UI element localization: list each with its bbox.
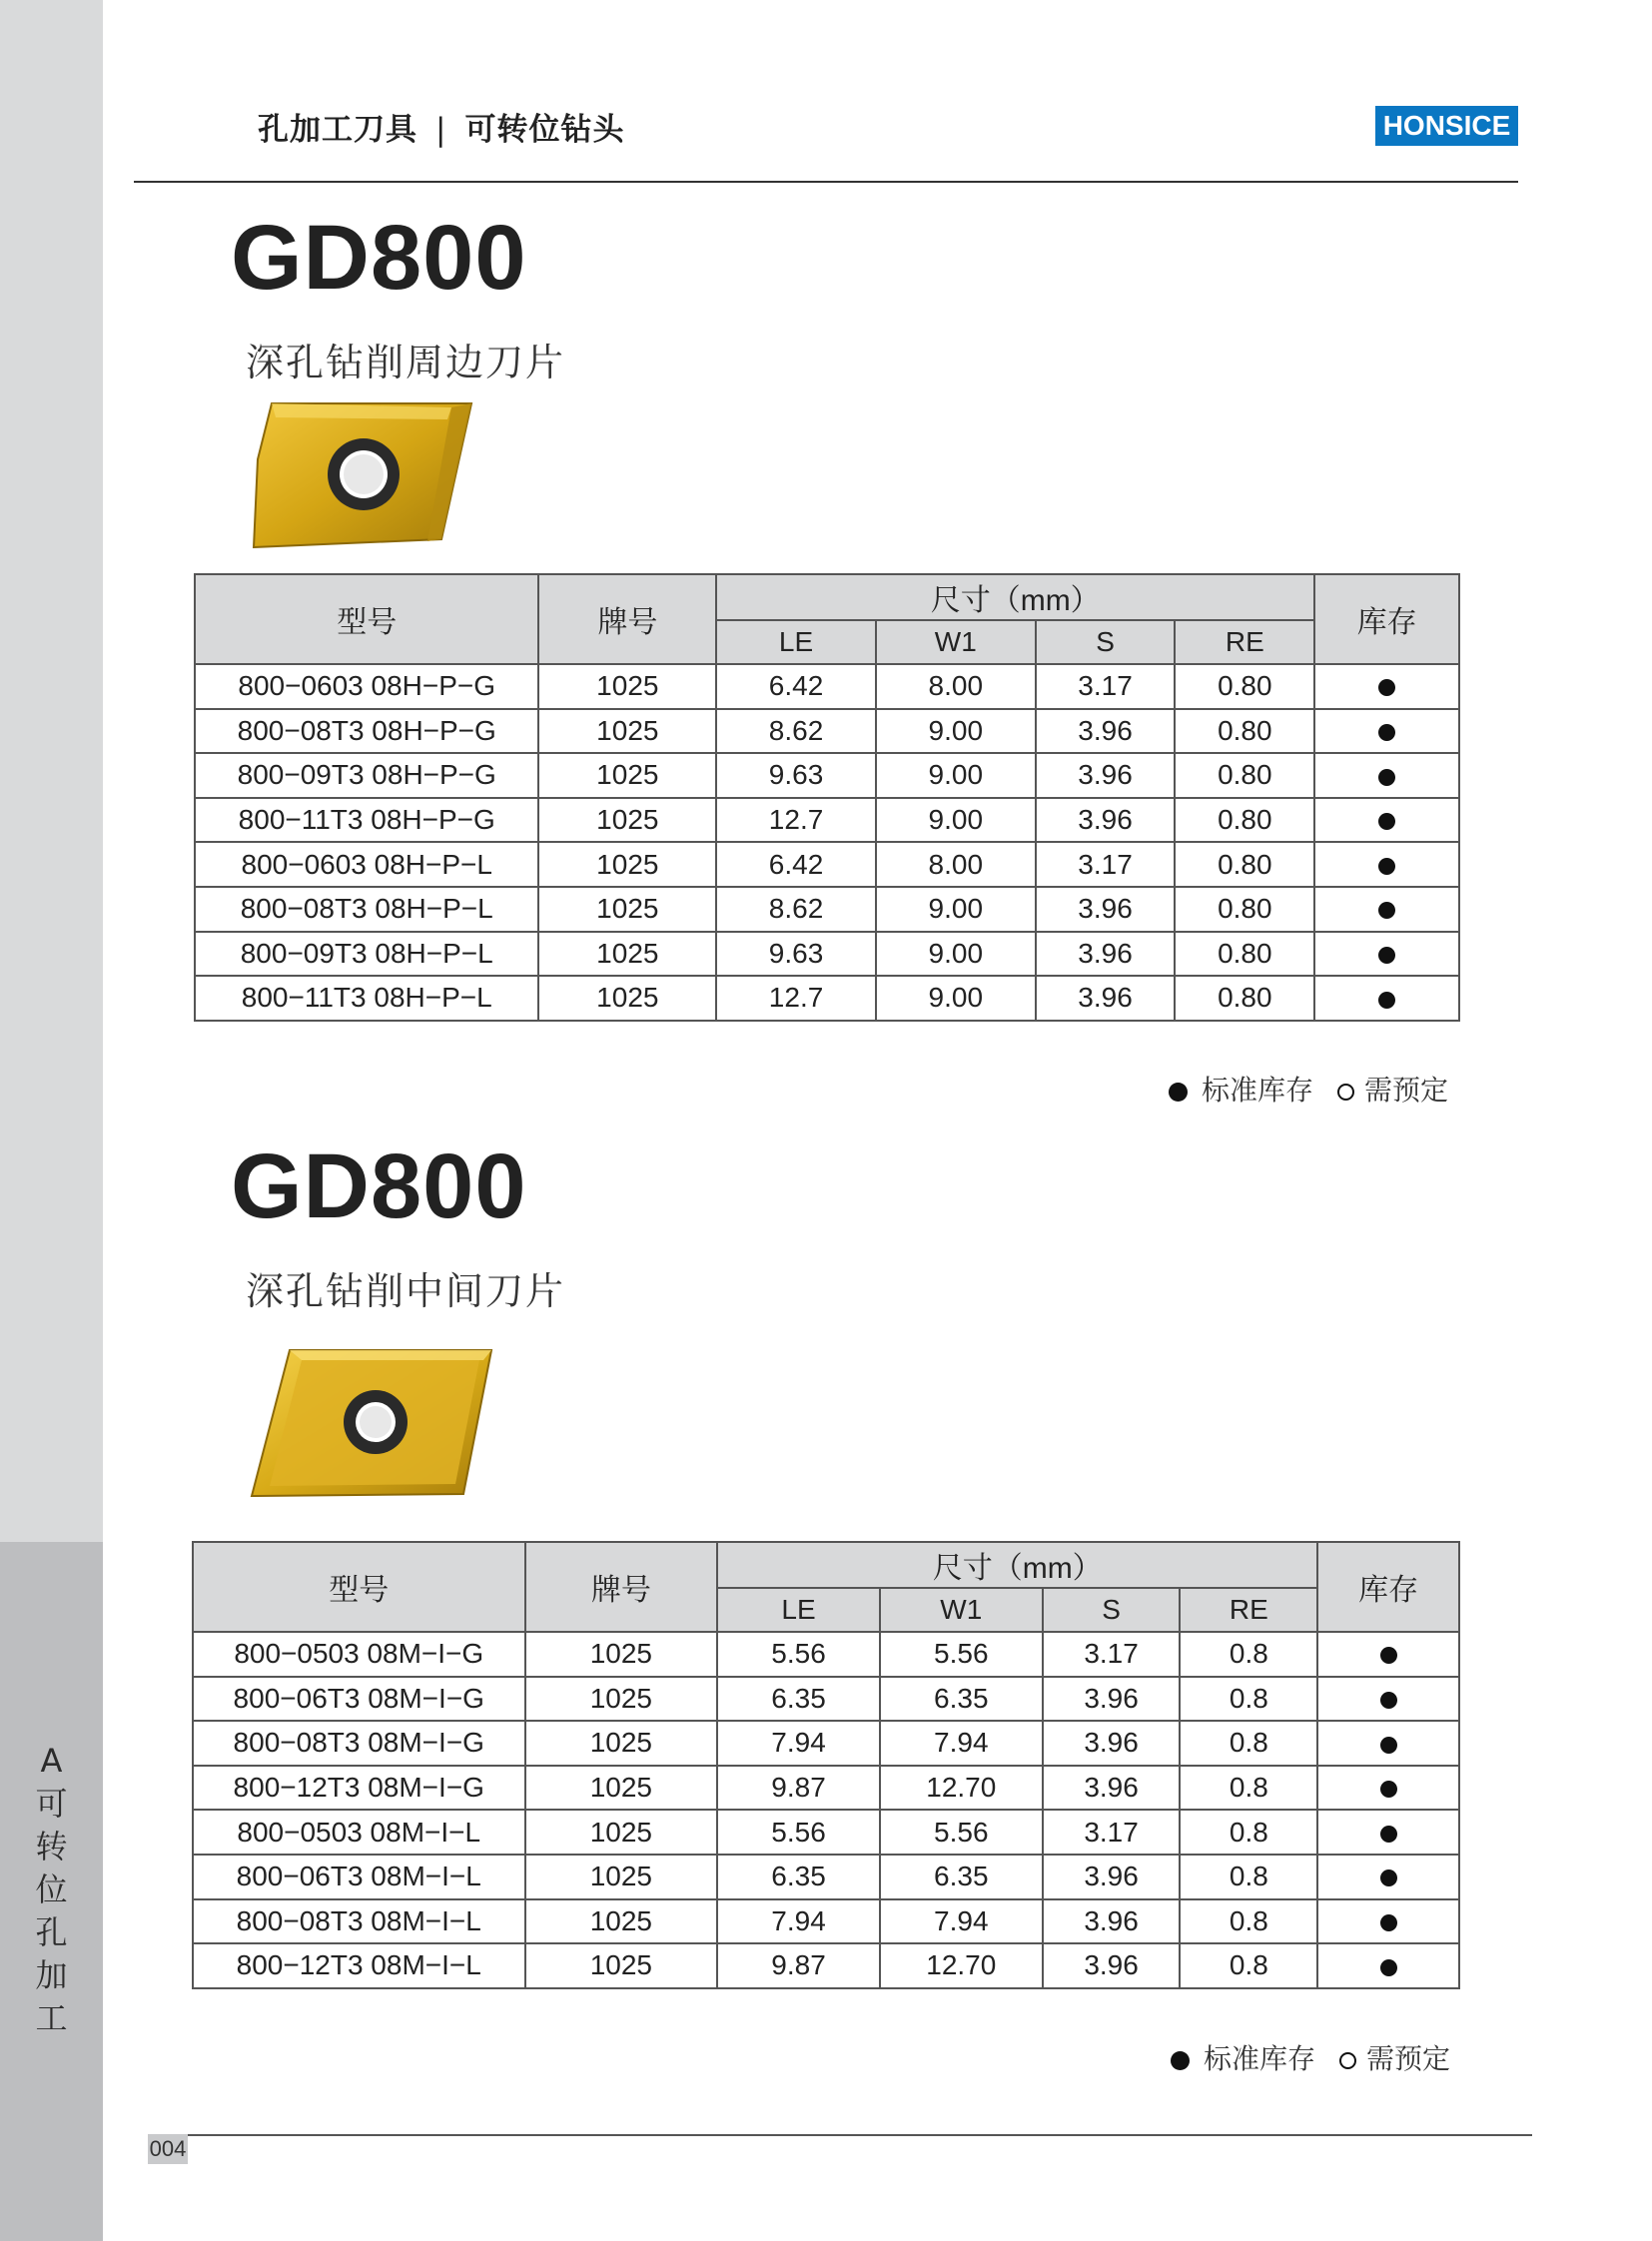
standard-stock-dot-icon xyxy=(1378,902,1395,919)
cell-le: 6.35 xyxy=(717,1677,880,1722)
cell-w1: 8.00 xyxy=(876,664,1036,709)
footer-divider xyxy=(148,2134,1532,2136)
table-row xyxy=(195,709,1459,754)
side-char: 工 xyxy=(35,1999,68,2037)
cell-s: 3.96 xyxy=(1043,1677,1181,1722)
cell-s: 3.96 xyxy=(1043,1855,1181,1899)
on-order-ring-icon xyxy=(1339,2052,1356,2069)
standard-stock-dot-icon xyxy=(1380,1781,1397,1798)
cell-s: 3.96 xyxy=(1043,1943,1181,1988)
section-2-subtitle: 深孔钻削中间刀片 xyxy=(246,1269,566,1313)
table-row xyxy=(193,1632,1459,1677)
side-strip xyxy=(0,0,103,2241)
cell-re: 0.8 xyxy=(1180,1899,1317,1944)
cell-w1: 5.56 xyxy=(880,1810,1043,1855)
standard-stock-dot-icon xyxy=(1380,1869,1397,1886)
side-char: 孔 xyxy=(35,1913,68,1951)
cell-model: 800−09T3 08H−P−L xyxy=(195,932,538,977)
cell-w1: 6.35 xyxy=(880,1677,1043,1722)
standard-stock-dot-icon xyxy=(1378,813,1395,830)
header-le: LE xyxy=(716,620,876,664)
cell-re: 0.8 xyxy=(1180,1810,1317,1855)
cell-re: 0.80 xyxy=(1175,664,1314,709)
cell-model: 800−0503 08M−I−L xyxy=(193,1810,525,1855)
table-row xyxy=(195,842,1459,887)
cell-grade: 1025 xyxy=(538,664,716,709)
cell-stock xyxy=(1317,1766,1459,1811)
cell-w1: 9.00 xyxy=(876,798,1036,843)
table-row xyxy=(193,1899,1459,1944)
header-w1: W1 xyxy=(880,1588,1043,1632)
cell-re: 0.80 xyxy=(1175,932,1314,977)
cell-w1: 6.35 xyxy=(880,1855,1043,1899)
header-subcategory: 可转位钻头 xyxy=(464,112,625,148)
cell-stock xyxy=(1314,753,1459,798)
cell-re: 0.80 xyxy=(1175,842,1314,887)
cell-model: 800−12T3 08M−I−L xyxy=(193,1943,525,1988)
cell-le: 9.63 xyxy=(716,753,876,798)
cell-grade: 1025 xyxy=(538,976,716,1021)
standard-stock-dot-icon xyxy=(1378,724,1395,741)
cell-grade: 1025 xyxy=(538,932,716,977)
standard-stock-dot-icon xyxy=(1171,2051,1190,2070)
cell-stock xyxy=(1314,664,1459,709)
standard-stock-dot-icon xyxy=(1378,947,1395,964)
side-char: 加 xyxy=(35,1956,68,1994)
table-row xyxy=(195,798,1459,843)
cell-s: 3.17 xyxy=(1036,664,1176,709)
cell-model: 800−09T3 08H−P−G xyxy=(195,753,538,798)
header-stock: 库存 xyxy=(1317,1542,1459,1632)
standard-stock-dot-icon xyxy=(1380,1826,1397,1843)
cell-s: 3.96 xyxy=(1043,1721,1181,1766)
table-row xyxy=(193,1721,1459,1766)
cell-grade: 1025 xyxy=(525,1766,718,1811)
standard-stock-dot-icon xyxy=(1380,1959,1397,1976)
cell-le: 5.56 xyxy=(717,1810,880,1855)
standard-stock-dot-icon xyxy=(1378,992,1395,1009)
cell-re: 0.80 xyxy=(1175,887,1314,932)
cell-stock xyxy=(1314,976,1459,1021)
cell-w1: 9.00 xyxy=(876,753,1036,798)
cell-re: 0.80 xyxy=(1175,709,1314,754)
cell-le: 12.7 xyxy=(716,798,876,843)
cell-model: 800−08T3 08M−I−L xyxy=(193,1899,525,1944)
header-re: RE xyxy=(1175,620,1314,664)
legend-order-label: 需预定 xyxy=(1364,1074,1449,1107)
cell-stock xyxy=(1317,1855,1459,1899)
cell-w1: 9.00 xyxy=(876,976,1036,1021)
cell-model: 800−0503 08M−I−G xyxy=(193,1632,525,1677)
cell-grade: 1025 xyxy=(538,753,716,798)
table-row xyxy=(195,887,1459,932)
cell-grade: 1025 xyxy=(538,798,716,843)
header-s: S xyxy=(1043,1588,1181,1632)
standard-stock-dot-icon xyxy=(1378,679,1395,696)
cell-s: 3.96 xyxy=(1036,709,1176,754)
cell-grade: 1025 xyxy=(538,887,716,932)
section-2-stock-legend xyxy=(1171,2037,1450,2077)
cell-model: 800−08T3 08M−I−G xyxy=(193,1721,525,1766)
header-dimensions: 尺寸（mm） xyxy=(716,574,1314,620)
cell-stock xyxy=(1314,842,1459,887)
cell-grade: 1025 xyxy=(525,1721,718,1766)
standard-stock-dot-icon xyxy=(1380,1692,1397,1709)
standard-stock-dot-icon xyxy=(1380,1647,1397,1664)
cell-stock xyxy=(1314,932,1459,977)
cell-grade: 1025 xyxy=(525,1677,718,1722)
standard-stock-dot-icon xyxy=(1169,1083,1188,1102)
section-1-stock-legend xyxy=(1169,1069,1448,1109)
cell-grade: 1025 xyxy=(525,1632,718,1677)
cell-s: 3.96 xyxy=(1036,753,1176,798)
cell-re: 0.8 xyxy=(1180,1766,1317,1811)
cell-grade: 1025 xyxy=(538,709,716,754)
cell-model: 800−08T3 08H−P−G xyxy=(195,709,538,754)
page-number: 004 xyxy=(148,2134,188,2164)
center-insert-image xyxy=(248,1346,497,1500)
cell-w1: 12.70 xyxy=(880,1766,1043,1811)
cell-model: 800−11T3 08H−P−G xyxy=(195,798,538,843)
side-chapter-label xyxy=(0,1740,103,2040)
cell-s: 3.17 xyxy=(1036,842,1176,887)
cell-w1: 5.56 xyxy=(880,1632,1043,1677)
header-divider xyxy=(134,181,1518,183)
header-le: LE xyxy=(717,1588,880,1632)
cell-le: 7.94 xyxy=(717,1899,880,1944)
header-grade: 牌号 xyxy=(525,1542,718,1632)
cell-model: 800−11T3 08H−P−L xyxy=(195,976,538,1021)
legend-order-label: 需预定 xyxy=(1366,2042,1451,2075)
cell-w1: 9.00 xyxy=(876,932,1036,977)
standard-stock-dot-icon xyxy=(1380,1914,1397,1931)
cell-s: 3.17 xyxy=(1043,1810,1181,1855)
cell-le: 9.87 xyxy=(717,1766,880,1811)
cell-le: 9.87 xyxy=(717,1943,880,1988)
cell-grade: 1025 xyxy=(538,842,716,887)
header-w1: W1 xyxy=(876,620,1036,664)
section-2-table-body xyxy=(193,1632,1459,1988)
cell-w1: 7.94 xyxy=(880,1899,1043,1944)
cell-grade: 1025 xyxy=(525,1899,718,1944)
header-model: 型号 xyxy=(193,1542,525,1632)
cell-s: 3.96 xyxy=(1043,1766,1181,1811)
cell-grade: 1025 xyxy=(525,1810,718,1855)
legend-standard-label: 标准库存 xyxy=(1204,2042,1316,2075)
section-2-spec-table xyxy=(192,1541,1460,1989)
header-s: S xyxy=(1036,620,1176,664)
standard-stock-dot-icon xyxy=(1380,1737,1397,1754)
table-row xyxy=(195,976,1459,1021)
side-char: 位 xyxy=(35,1870,68,1908)
cell-le: 6.42 xyxy=(716,664,876,709)
cell-w1: 7.94 xyxy=(880,1721,1043,1766)
section-1-table-body xyxy=(195,664,1459,1021)
table-row xyxy=(195,753,1459,798)
cell-stock xyxy=(1317,1677,1459,1722)
side-char: 可 xyxy=(35,1785,68,1823)
cell-stock xyxy=(1314,709,1459,754)
side-char: 转 xyxy=(35,1828,68,1866)
cell-w1: 12.70 xyxy=(880,1943,1043,1988)
on-order-ring-icon xyxy=(1337,1084,1354,1101)
cell-w1: 9.00 xyxy=(876,887,1036,932)
cell-le: 6.35 xyxy=(717,1855,880,1899)
cell-model: 800−0603 08H−P−L xyxy=(195,842,538,887)
side-char: A xyxy=(40,1742,63,1780)
table-row xyxy=(193,1855,1459,1899)
cell-re: 0.8 xyxy=(1180,1677,1317,1722)
cell-model: 800−06T3 08M−I−G xyxy=(193,1677,525,1722)
cell-stock xyxy=(1317,1721,1459,1766)
cell-model: 800−08T3 08H−P−L xyxy=(195,887,538,932)
cell-w1: 9.00 xyxy=(876,709,1036,754)
cell-stock xyxy=(1317,1943,1459,1988)
cell-le: 5.56 xyxy=(717,1632,880,1677)
cell-s: 3.96 xyxy=(1036,932,1176,977)
cell-re: 0.8 xyxy=(1180,1721,1317,1766)
cell-s: 3.96 xyxy=(1036,798,1176,843)
header-category: 孔加工刀具 xyxy=(258,112,417,148)
cell-re: 0.8 xyxy=(1180,1943,1317,1988)
header-separator: | xyxy=(435,112,447,148)
legend-standard-label: 标准库存 xyxy=(1202,1074,1314,1107)
section-1-model-title: GD800 xyxy=(231,207,527,309)
header-model: 型号 xyxy=(195,574,538,664)
cell-stock xyxy=(1314,887,1459,932)
cell-le: 12.7 xyxy=(716,976,876,1021)
cell-w1: 8.00 xyxy=(876,842,1036,887)
cell-stock xyxy=(1314,798,1459,843)
cell-le: 8.62 xyxy=(716,887,876,932)
cell-model: 800−12T3 08M−I−G xyxy=(193,1766,525,1811)
cell-s: 3.96 xyxy=(1036,976,1176,1021)
cell-s: 3.17 xyxy=(1043,1632,1181,1677)
table-row xyxy=(193,1677,1459,1722)
standard-stock-dot-icon xyxy=(1378,858,1395,875)
cell-s: 3.96 xyxy=(1036,887,1176,932)
peripheral-insert-image xyxy=(252,399,483,551)
header-grade: 牌号 xyxy=(538,574,716,664)
header-dimensions: 尺寸（mm） xyxy=(717,1542,1317,1588)
cell-grade: 1025 xyxy=(525,1943,718,1988)
table-row xyxy=(193,1943,1459,1988)
section-2-model-title: GD800 xyxy=(231,1135,527,1237)
section-1-spec-table xyxy=(194,573,1460,1022)
cell-grade: 1025 xyxy=(525,1855,718,1899)
cell-le: 9.63 xyxy=(716,932,876,977)
standard-stock-dot-icon xyxy=(1378,769,1395,786)
cell-stock xyxy=(1317,1810,1459,1855)
cell-re: 0.80 xyxy=(1175,976,1314,1021)
cell-stock xyxy=(1317,1899,1459,1944)
header-re: RE xyxy=(1180,1588,1317,1632)
cell-stock xyxy=(1317,1632,1459,1677)
table-row xyxy=(195,932,1459,977)
cell-model: 800−06T3 08M−I−L xyxy=(193,1855,525,1899)
table-row xyxy=(193,1766,1459,1811)
table-row xyxy=(193,1810,1459,1855)
cell-re: 0.80 xyxy=(1175,798,1314,843)
cell-s: 3.96 xyxy=(1043,1899,1181,1944)
cell-re: 0.8 xyxy=(1180,1632,1317,1677)
header-stock: 库存 xyxy=(1314,574,1459,664)
cell-le: 7.94 xyxy=(717,1721,880,1766)
table-row xyxy=(195,664,1459,709)
cell-model: 800−0603 08H−P−G xyxy=(195,664,538,709)
cell-le: 6.42 xyxy=(716,842,876,887)
cell-re: 0.80 xyxy=(1175,753,1314,798)
cell-re: 0.8 xyxy=(1180,1855,1317,1899)
brand-logo: HONSICE xyxy=(1375,106,1518,146)
cell-le: 8.62 xyxy=(716,709,876,754)
header-breadcrumb xyxy=(258,104,624,149)
section-1-subtitle: 深孔钻削周边刀片 xyxy=(246,341,566,384)
